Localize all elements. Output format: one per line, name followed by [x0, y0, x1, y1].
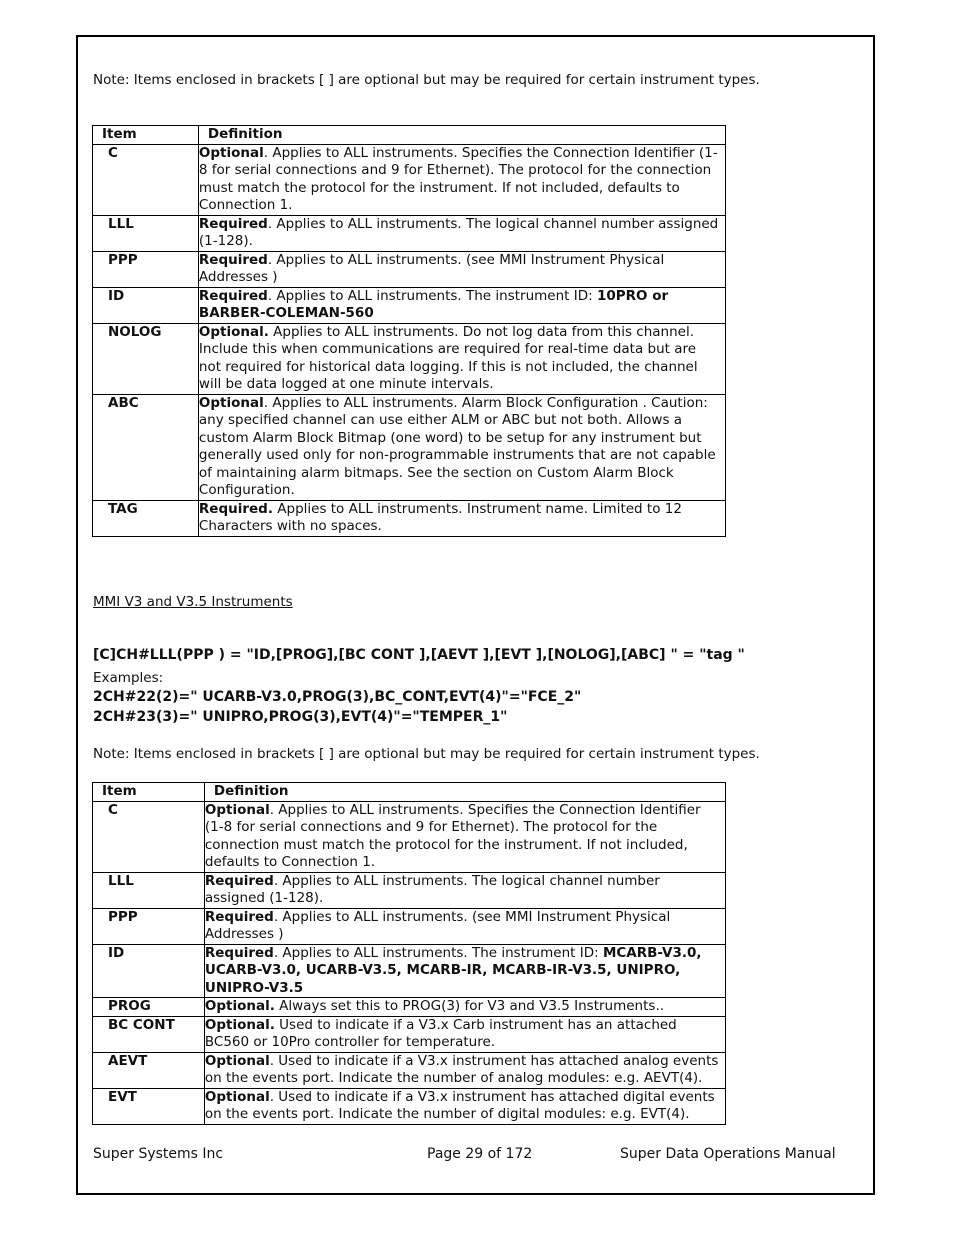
row-item: LLL — [93, 215, 199, 251]
header-item: Item — [93, 783, 205, 802]
table-header-row — [93, 783, 726, 802]
row-definition — [198, 500, 725, 536]
row-definition — [198, 323, 725, 394]
table-row — [93, 1016, 726, 1052]
row-definition — [204, 908, 725, 944]
table-row — [93, 500, 726, 536]
definition-text: Always set this to PROG(3) for V3 and V3.5 Instruments.. — [274, 998, 665, 1014]
row-definition — [204, 801, 725, 872]
definition-text: . Applies to ALL instruments. (see MMI Instrument Physical Addresses ) — [204, 908, 671, 942]
section-title: MMI V3 and V3.5 Instruments — [93, 594, 293, 610]
table-row — [93, 1052, 726, 1088]
table-row — [93, 944, 726, 998]
definition-text: Applies to ALL instruments. Do not log data from this channel. Include this when communications are required for real-time data but are not required for historical data logging. If this is not included, the channel will be data logged at one minute intervals. — [198, 323, 698, 392]
definition-text: . Applies to ALL instruments. The logical channel number assigned (1-128). — [204, 872, 660, 906]
row-definition — [204, 1088, 725, 1124]
row-definition — [204, 1016, 725, 1052]
header-item: Item — [93, 126, 199, 145]
header-definition: Definition — [198, 126, 725, 145]
row-definition — [198, 215, 725, 251]
table-row — [93, 872, 726, 908]
definition-text: Applies to ALL instruments. Instrument name. Limited to 12 Characters with no spaces. — [198, 500, 682, 534]
definition-qualifier: Required. — [198, 500, 273, 517]
footer-manual-title: Super Data Operations Manual — [620, 1146, 836, 1162]
row-item: C — [93, 144, 199, 215]
table-row — [93, 801, 726, 872]
row-item: PPP — [93, 908, 205, 944]
row-definition — [204, 1052, 725, 1088]
definition-text: . Applies to ALL instruments. The instrument ID: — [273, 944, 603, 961]
row-item: NOLOG — [93, 323, 199, 394]
note-optional-brackets: Note: Items enclosed in brackets [ ] are optional but may be required for certain instrument types. — [93, 72, 760, 88]
row-definition — [198, 144, 725, 215]
syntax-line: [C]CH#LLL(PPP ) = "ID,[PROG],[BC CONT ],[AEVT ],[EVT ],[NOLOG],[ABC] " = "tag " — [93, 647, 745, 663]
row-definition — [204, 872, 725, 908]
definition-qualifier: Optional — [198, 144, 264, 161]
row-item: TAG — [93, 500, 199, 536]
row-definition — [204, 944, 725, 998]
table-row — [93, 323, 726, 394]
example-2: 2CH#23(3)=" UNIPRO,PROG(3),EVT(4)"="TEMPER_1" — [93, 709, 508, 725]
definition-table-2 — [92, 782, 726, 1125]
row-item: EVT — [93, 1088, 205, 1124]
row-definition — [198, 287, 725, 323]
definition-qualifier: Required — [204, 872, 274, 889]
definition-qualifier: Required — [198, 287, 268, 304]
definition-qualifier: Optional. — [204, 1016, 275, 1033]
definition-qualifier: Required — [204, 944, 274, 961]
definition-qualifier: Optional. — [198, 323, 269, 340]
table-header-row — [93, 126, 726, 145]
table-row — [93, 998, 726, 1017]
table-row — [93, 1088, 726, 1124]
note-optional-brackets-2: Note: Items enclosed in brackets [ ] are optional but may be required for certain instrument types. — [93, 746, 760, 762]
row-item: BC CONT — [93, 1016, 205, 1052]
table-row — [93, 394, 726, 500]
table-row — [93, 908, 726, 944]
row-item: PPP — [93, 251, 199, 287]
definition-qualifier: Optional — [204, 801, 270, 818]
definition-text: . Applies to ALL instruments. The logical channel number assigned (1-128). — [198, 215, 719, 249]
definition-instrument-ids: MCARB-V3.0, UCARB-V3.0, UCARB-V3.5, MCARB-IR, MCARB-IR-V3.5, UNIPRO, UNIPRO-V3.5 — [204, 944, 702, 996]
definition-instrument-ids: 10PRO or BARBER-COLEMAN-560 — [198, 287, 669, 321]
row-definition — [198, 394, 725, 500]
row-item: LLL — [93, 872, 205, 908]
row-item: AEVT — [93, 1052, 205, 1088]
row-item: PROG — [93, 998, 205, 1017]
row-item: ABC — [93, 394, 199, 500]
definition-text: . Applies to ALL instruments. (see MMI Instrument Physical Addresses ) — [198, 251, 665, 285]
definition-table-1 — [92, 125, 726, 537]
row-item: ID — [93, 287, 199, 323]
definition-text: . Used to indicate if a V3.x instrument has attached analog events on the events port. Indicate the number of analog modules: e.g. AEVT(4). — [204, 1052, 719, 1086]
definition-qualifier: Optional. — [204, 998, 275, 1014]
table-row — [93, 215, 726, 251]
definition-qualifier: Required — [198, 215, 268, 232]
definition-text: . Applies to ALL instruments. Specifies the Connection Identifier (1-8 for serial connections and 9 for Ethernet). The protocol for the connection must match the protocol for the instrument. If not included, defaults to Connection 1. — [198, 144, 718, 213]
example-1: 2CH#22(2)=" UCARB-V3.0,PROG(3),BC_CONT,EVT(4)"="FCE_2" — [93, 689, 582, 705]
table-row — [93, 251, 726, 287]
row-definition — [204, 998, 725, 1017]
definition-text: . Used to indicate if a V3.x instrument has attached digital events on the events port. Indicate the number of digital modules: e.g. EVT(4). — [204, 1088, 715, 1122]
definition-text: Used to indicate if a V3.x Carb instrument has an attached BC560 or 10Pro controller for temperature. — [204, 1016, 677, 1050]
row-item: ID — [93, 944, 205, 998]
footer-company: Super Systems Inc — [93, 1146, 224, 1162]
definition-qualifier: Optional — [198, 394, 264, 411]
table-row — [93, 287, 726, 323]
definition-qualifier: Optional — [204, 1052, 270, 1069]
definition-text: . Applies to ALL instruments. The instrument ID: — [267, 287, 597, 304]
header-definition: Definition — [204, 783, 725, 802]
row-item: C — [93, 801, 205, 872]
footer-page-number: Page 29 of 172 — [427, 1146, 533, 1162]
definition-qualifier: Required — [204, 908, 274, 925]
definition-text: . Applies to ALL instruments. Specifies the Connection Identifier (1-8 for serial connections and 9 for Ethernet). The protocol for the connection must match the protocol for the instrument. If not included, defaults to Connection 1. — [204, 801, 701, 870]
definition-qualifier: Required — [198, 251, 268, 268]
definition-text: . Applies to ALL instruments. Alarm Block Configuration . Caution: any specified channel can use either ALM or ABC but not both. Allows a custom Alarm Block Bitmap (one word) to be setup for any instrument but generally used only for non-programmable instruments that are not capable of maintaining alarm bitmaps. See the section on Custom Alarm Block Configuration. — [198, 394, 716, 498]
examples-label: Examples: — [93, 670, 164, 686]
definition-qualifier: Optional — [204, 1088, 270, 1105]
row-definition — [198, 251, 725, 287]
table-row — [93, 144, 726, 215]
